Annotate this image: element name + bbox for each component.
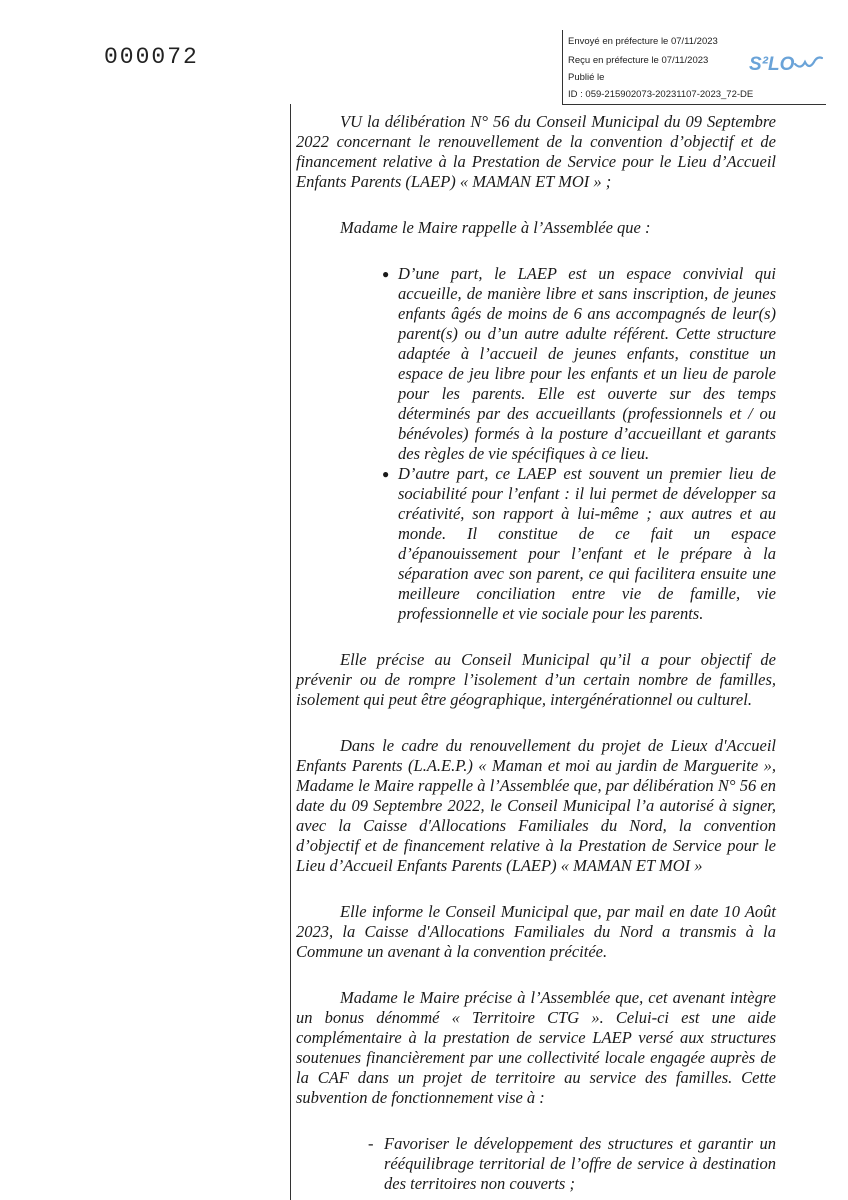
s2low-logo [745, 50, 825, 76]
paragraph-rappel: Madame le Maire rappelle à l’Assemblée que : [340, 218, 651, 237]
stamp-sent-line: Envoyé en préfecture le 07/11/2023 [568, 36, 718, 47]
stamp-published-line: Publié le [568, 72, 605, 83]
paragraph-objectif: Elle précise au Conseil Municipal qu’il a pour objectif de prévenir ou de rompre l’isolement d’un certain nombre de familles, isolement qui peut être géographique, intergénérationnel ou culturel. [296, 650, 776, 709]
document-body [296, 112, 776, 1194]
list-item: ● D’une part, le LAEP est un espace convivial qui accueille, de manière libre et sans inscription, de jeunes enfants âgés de moins de 6 ans accompagnés de leur(s) parent(s) ou d’un autre adulte référent. Cette structure adaptée à l’accueil de jeunes enfants, constitue un espace de jeu libre pour les enfants et un lieu de parole pour les parents. Elle est ouverte sur des temps déterminés par des accueillants (professionnels et / ou bénévoles) formés à la posture d’accueillant et garants des règles de vie spécifiques à ce lieu. [382, 264, 776, 463]
bullet-icon: ● [382, 267, 390, 281]
prefecture-stamp [562, 30, 826, 105]
svg-text:S²LO: S²LO [749, 54, 795, 75]
bullet-list [296, 264, 776, 624]
paragraph-informe: Elle informe le Conseil Municipal que, par mail en date 10 Août 2023, la Caisse d'Allocations Familiales du Nord a transmis à la Commune un avenant à la convention précitée. [296, 902, 776, 961]
dash-icon: - [368, 1134, 374, 1153]
bullet-icon: ● [382, 467, 390, 481]
margin-rule [290, 104, 291, 1200]
paragraph-vu: VU la délibération N° 56 du Conseil Municipal du 09 Septembre 2022 concernant le renouvellement de la convention d’objectif et de financement relative à la Prestation de Service pour le Lieu d’Accueil Enfants Parents (LAEP) « MAMAN ET MOI » ; [296, 112, 776, 191]
list-item: ● D’autre part, ce LAEP est souvent un premier lieu de sociabilité pour l’enfant : il lui permet de développer sa créativité, son rapport à lui-même ; aux autres et au monde. Il constitue de ce fait un espace d’épanouissement pour l’enfant et le prépare à la séparation avec son parent, ce qui facilitera ensuite une meilleure conciliation entre vie de famille, vie professionnelle et vie sociale pour les parents. [382, 464, 776, 623]
paragraph-renouvellement: Dans le cadre du renouvellement du projet de Lieux d'Accueil Enfants Parents (L.A.E.P.) « Maman et moi au jardin de Marguerite », Madame le Maire rappelle à l’Assemblée que, par délibération N° 56 en date du 09 Septembre 2022, le Conseil Municipal l’a autorisé à signer, avec la Caisse d'Allocations Familiales du Nord, la convention d’objectif et de financement relative à la Prestation de Service pour le Lieu d’Accueil Enfants Parents (LAEP) « MAMAN ET MOI » [296, 736, 776, 875]
stamp-id-line: ID : 059-215902073-20231107-2023_72-DE [568, 89, 754, 100]
page-number: 000072 [104, 44, 199, 70]
list-item: - Favoriser le développement des structures et garantir un rééquilibrage territorial de l’offre de service à destination des territoires non couverts ; [368, 1134, 776, 1193]
paragraph-avenant: Madame le Maire précise à l’Assemblée que, cet avenant intègre un bonus dénommé « Territoire CTG ». Celui-ci est une aide complémentaire à la prestation de service LAEP versé aux structures soutenues financièrement par une collectivité locale engagée auprès de la CAF dans un projet de territoire au service des familles. Cette subvention de fonctionnement vise à : [296, 988, 776, 1107]
stamp-received-line: Reçu en préfecture le 07/11/2023 [568, 55, 709, 66]
dash-list [296, 1134, 776, 1194]
